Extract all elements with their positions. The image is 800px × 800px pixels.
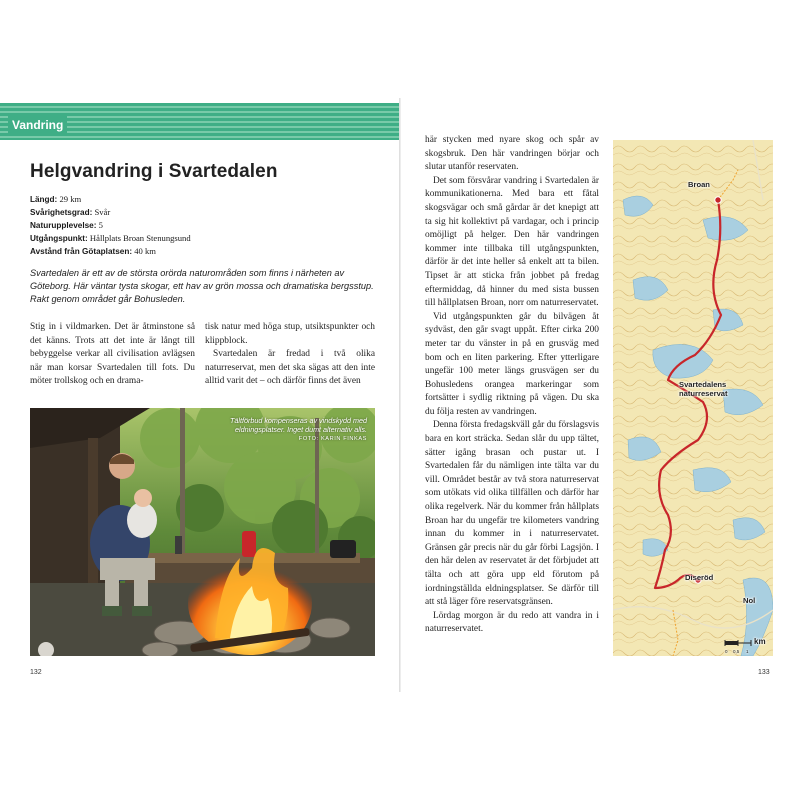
fact-row — [30, 193, 380, 206]
map-label-town: Nol — [743, 596, 756, 605]
body-column-3 — [425, 134, 599, 637]
map-label-end: Diseröd — [685, 573, 714, 582]
fact-row — [30, 206, 380, 219]
fact-label: Svårighetsgrad: — [30, 208, 93, 217]
page-title: Helgvandring i Svartedalen — [30, 161, 278, 182]
fact-label: Längd: — [30, 195, 58, 204]
fact-row — [30, 232, 380, 245]
photo-credit: FOTO: KARIN FINKAS — [298, 435, 367, 442]
route-map — [613, 140, 773, 656]
section-label: Vandring — [8, 116, 67, 134]
map-scale-unit: km — [754, 637, 766, 646]
map-scale-tick: 0 — [725, 649, 728, 654]
fact-label: Utgångspunkt: — [30, 234, 88, 243]
photo-caption — [195, 416, 367, 444]
campfire-photo — [30, 408, 375, 656]
map-label-reserve: Svartedalens naturreservat — [679, 380, 728, 398]
body-paragraph: här stycken med nyare skog och spår av skogsbruk. Den här vandringen börjar och slutar utanför reservaten. — [425, 135, 599, 173]
campfire-illustration — [30, 408, 375, 656]
body-paragraph: Denna första fredagskväll går du förslagsvis bara en kort sträcka. Sedan slår du upp tältet, sätter igång brasan och pustar ut. I Svartedalen får du nämligen inte tälta var du vill. Området består av två stora naturreservat som utökats vid olika tillfällen och därför har olika regelverk. När du kommer från hållplats Broan har du ungefär tre kilometers vandring innan du kommer in i naturreservatet. Gränsen går precis när du går förbi Lagsjön. I den här delen av reservatet är det förbjudet att tälta och att göra upp eld förutom på iordningställda eldningsplatser. Se därför till att stå läger före reservatsgränsen. — [425, 420, 599, 608]
body-paragraph: Stig in i vildmarken. Det är åtminstone så det känns. Trots att det inte är långt till bebyggelse verkar all civilisation avlägsen när man korsar Svartedalen till fots. Du möter trollskog och en drama- — [30, 322, 195, 387]
page-number-left: 132 — [30, 669, 42, 676]
fact-label: Naturupplevelse: — [30, 221, 97, 230]
map-label-start: Broan — [688, 180, 710, 189]
fact-value: 29 km — [59, 194, 82, 204]
lead-paragraph: Svartedalen är ett av de största orörda naturområden som finns i närheten av Göteborg. Här väntar tysta skogar, ett hav av grön mossa och dramatiska bergsstup. Rakt genom området går Bohusleden. — [30, 268, 374, 305]
body-column-1 — [30, 321, 195, 389]
body-column-2 — [205, 321, 375, 389]
fact-row — [30, 245, 380, 258]
fact-label: Avstånd från Götaplatsen: — [30, 247, 133, 256]
fact-value: 40 km — [134, 246, 156, 256]
body-paragraph: Svartedalen är fredad i två olika naturreservat, men det ska sägas att den inte alltid varit det – och därför finns det även — [205, 349, 375, 387]
facts-box — [30, 193, 380, 258]
body-paragraph: Vid utgångspunkten går du bilvägen åt sydväst, den går svagt uppåt. Efter cirka 200 meter tar du vänster in på en grusväg med bom och en liten parkering. Efter ytterligare ungefär 100 meter längs grusvägen ser du Bohusledens orangea markeringar som fortsätter i sydlig riktning på vägen. Du ska du följa resten av vandringen. — [425, 311, 599, 417]
fact-value: Hållplats Broan Stenungsund — [89, 233, 191, 243]
fact-value: Svår — [94, 207, 111, 217]
book-gutter — [399, 98, 401, 692]
body-paragraph: tisk natur med höga stup, utsiktspunkter och klippblock. — [205, 322, 375, 346]
map-scale-tick: 1 — [746, 649, 749, 654]
body-paragraph: Lördag morgon är du redo att vandra in i naturreservatet. — [425, 610, 599, 635]
fact-value: 5 — [98, 220, 103, 230]
page-number-right: 133 — [758, 669, 770, 676]
map-scale-tick: 0,5 — [733, 649, 740, 654]
fact-row — [30, 219, 380, 232]
caption-text: Tältförbud kompenseras av vindskydd med eldningsplatser. Inget dumt alternativ alls. — [229, 416, 367, 435]
body-paragraph: Det som försvårar vandring i Svartedalen är kommunikationerna. Med bara ett fåtal skogsvägar och små gårdar är det knepigt att ta sig hit kollektivt på vardagar, och i princip omöjligt på helger. Den här vandringen kommer inte tillbaka till utgångspunkten, därför är det inte heller så enkelt att ta bilen. Tipset är att sticka från jobbet på fredag eftermiddag, då hinner du med sista bussen till hållplatsen Broan, norr om naturreservatet. — [425, 175, 599, 309]
